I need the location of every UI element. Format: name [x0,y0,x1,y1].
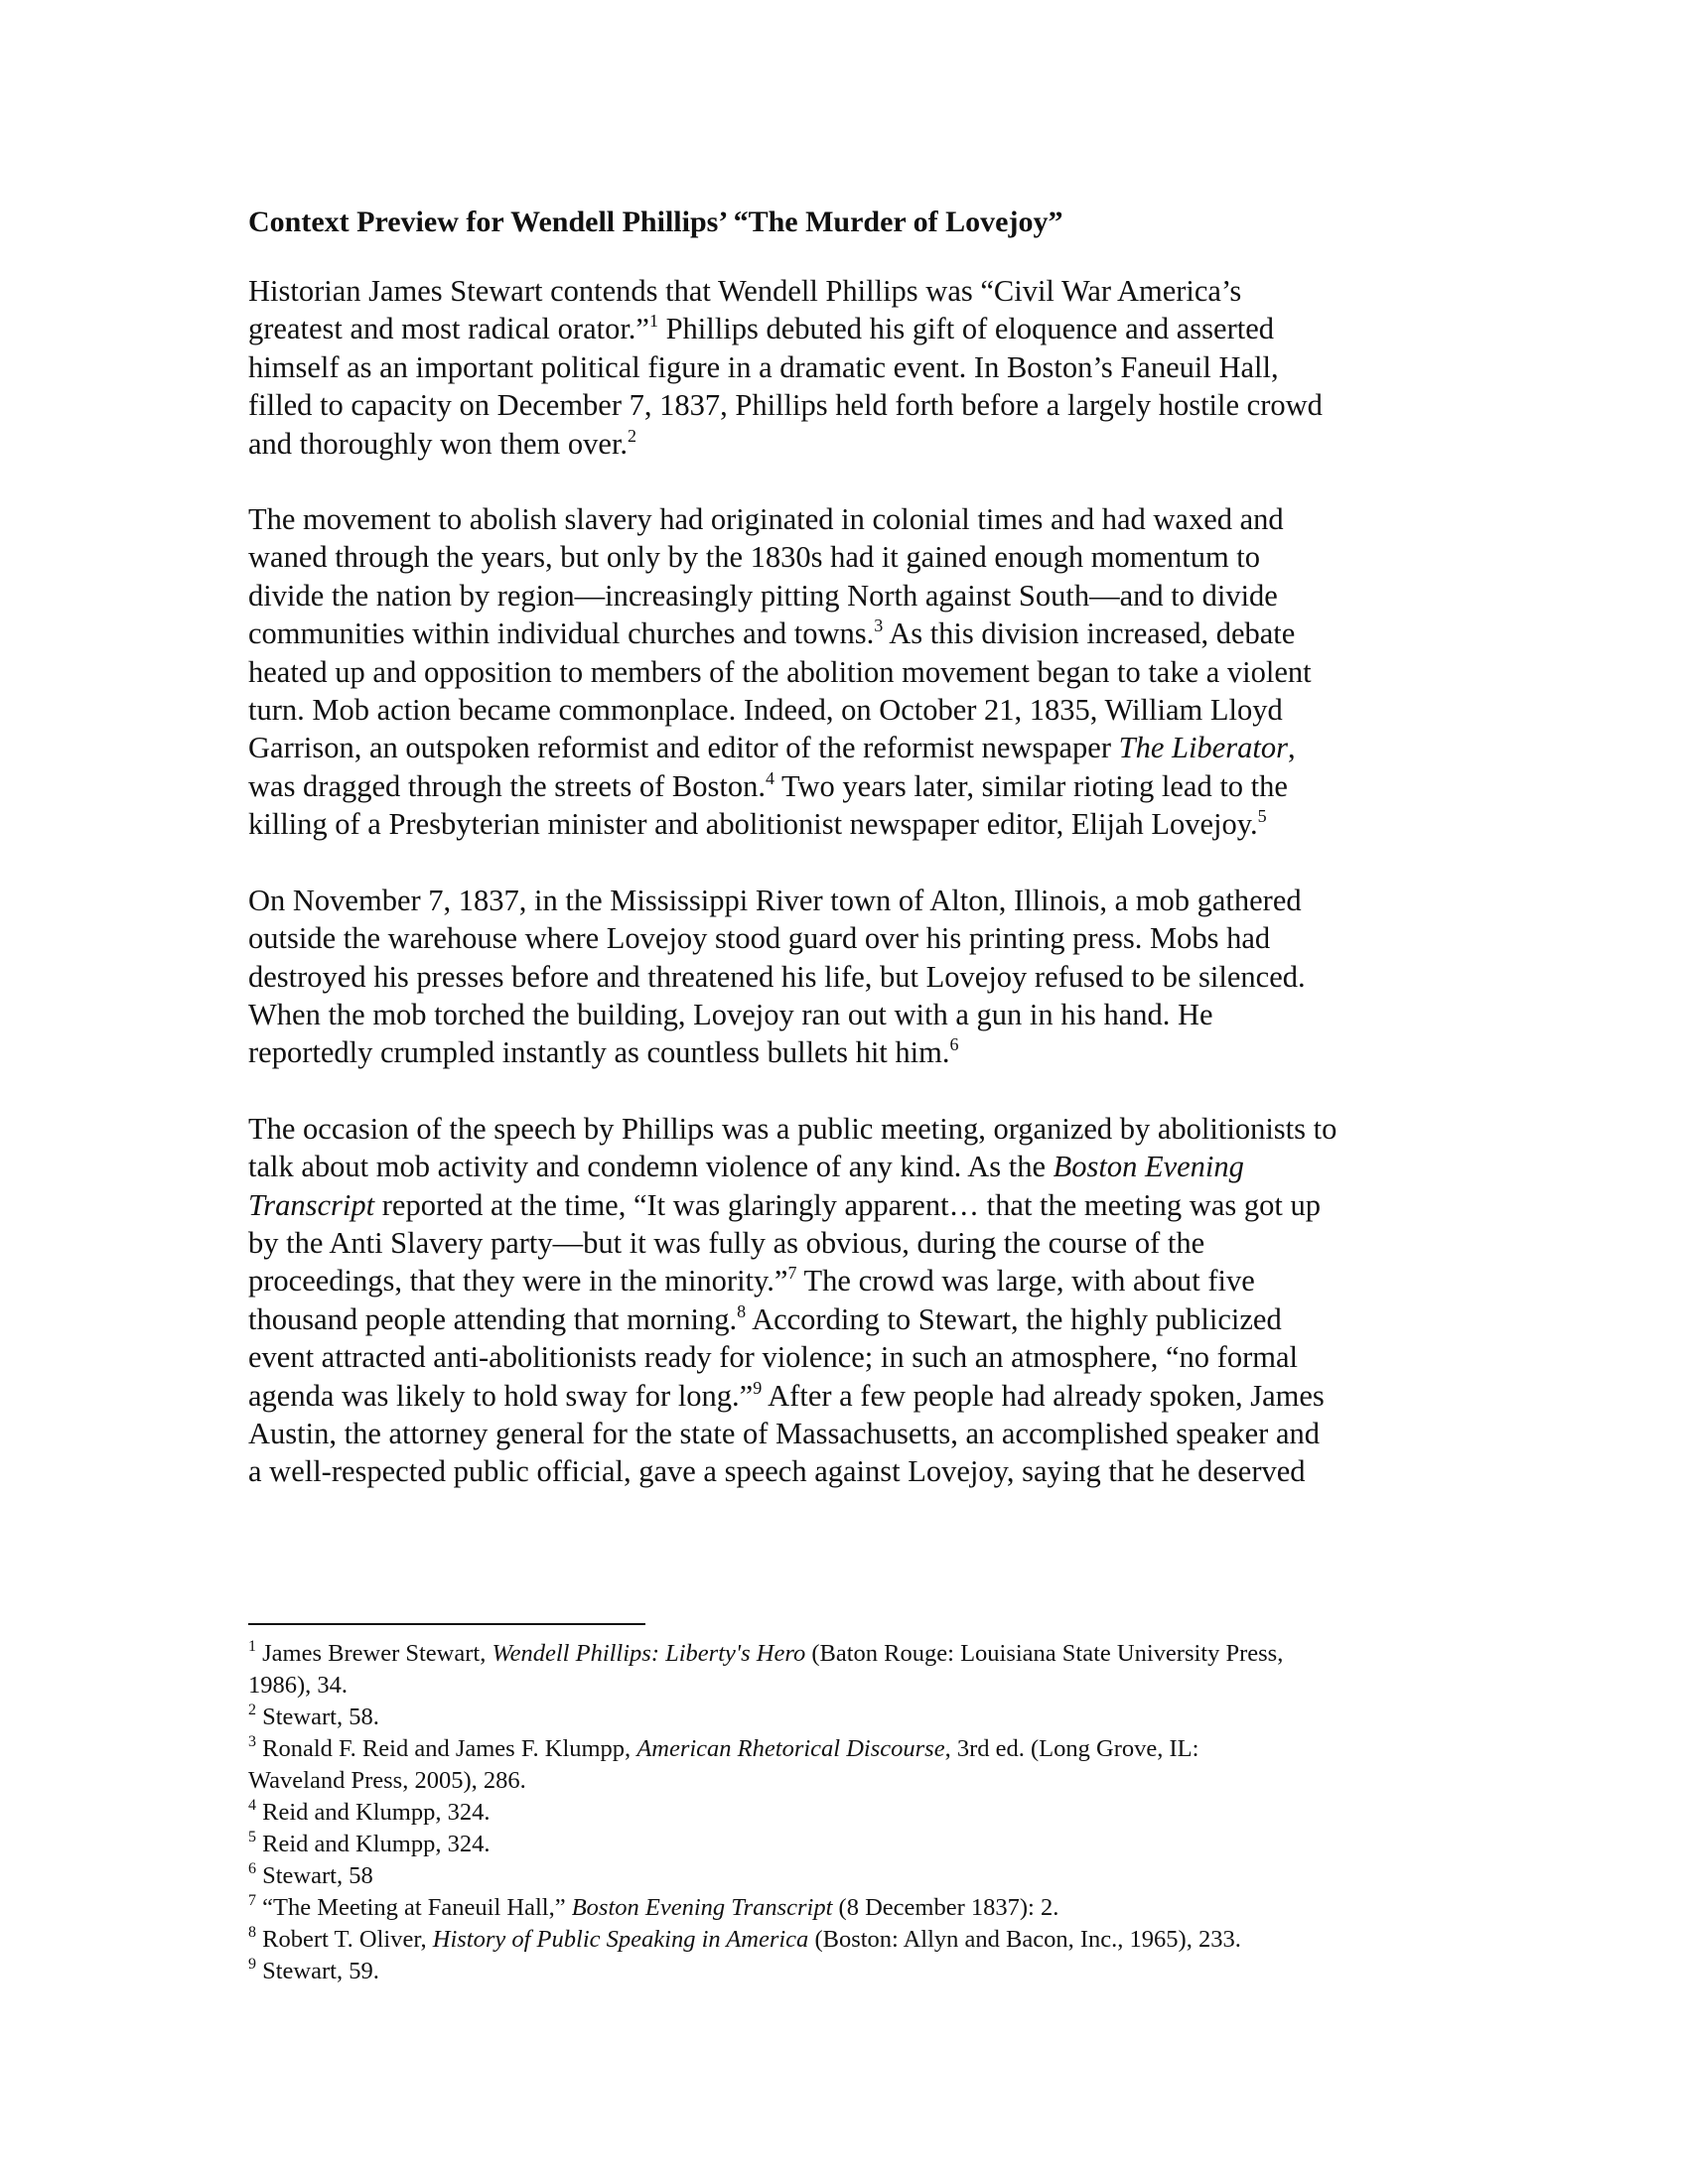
text-run: Robert T. Oliver, [256,1926,433,1953]
text-line [248,958,1450,996]
text-line [248,805,1450,843]
footnote-line [248,1638,1450,1670]
text-run: waned through the years, but only by the 1830s had it gained enough momentum to [248,540,1261,575]
text-line [248,348,1450,386]
text-run: turn. Mob action became commonplace. Indeed, on October 21, 1835, William Lloyd [248,693,1283,728]
footnote-reference: 7 [787,1263,797,1284]
text-line [248,1110,1450,1148]
text-run: The movement to abolish slavery had originated in colonial times and had waxed and [248,502,1284,537]
text-line [248,386,1450,424]
text-run: Waveland Press, 2005), 286. [248,1767,526,1794]
text-run: On November 7, 1837, in the Mississippi River town of Alton, Illinois, a mob gathered [248,883,1302,917]
text-run: himself as an important political figure in a dramatic event. In Boston’s Faneuil Hall, [248,349,1279,384]
footnote-reference: 3 [874,615,884,636]
footnote-line [248,1733,1450,1765]
text-run: When the mob torched the building, Lovejoy ran out with a gun in his hand. He [248,997,1213,1031]
footnote-line [248,1924,1450,1956]
footnote-line [248,1892,1450,1924]
text-line [248,425,1450,463]
italic-text: Boston Evening [1053,1150,1244,1184]
text-run: Stewart, 58 [256,1862,373,1889]
italic-text: History of Public Speaking in America [432,1926,809,1953]
footnote-line [248,1670,1450,1702]
text-line [248,1262,1450,1299]
text-run: proceedings, that they were in the minority.” [248,1264,788,1298]
text-run: thousand people attending that morning. [248,1301,738,1336]
text-run: filled to capacity on December 7, 1837, Phillips held forth before a largely hostile crowd [248,388,1323,423]
text-run: divide the nation by region—increasingly pitting North against South—and to divide [248,578,1278,613]
text-line [248,882,1450,919]
text-run: (8 December 1837): 2. [832,1894,1059,1921]
text-line [248,577,1450,614]
text-run: Stewart, 59. [256,1958,379,1984]
text-run: The crowd was large, with about five [796,1264,1255,1298]
footnote-line [248,1829,1450,1860]
text-run: Reid and Klumpp, 324. [256,1799,491,1826]
footnote-reference: 2 [628,425,637,446]
footnote-reference: 2 [248,1702,256,1718]
text-run: Historian James Stewart contends that Wendell Phillips was “Civil War America’s [248,274,1242,308]
text-run: communities within individual churches and towns. [248,616,875,651]
paragraph [248,882,1450,1072]
text-run: killing of a Presbyterian minister and abolitionist newspaper editor, Elijah Lovejoy. [248,807,1258,842]
footnote-line [248,1797,1450,1829]
footnote-line [248,1860,1450,1892]
text-run: talk about mob activity and condemn violence of any kind. As the [248,1150,1054,1184]
text-run: , [1287,731,1296,765]
footnote-reference: 8 [248,1924,256,1941]
italic-text: American Rhetorical Discourse [636,1735,945,1762]
text-line [248,1415,1450,1452]
text-line [248,1186,1450,1224]
footnote-reference: 9 [753,1377,763,1398]
text-run: was dragged through the streets of Boston. [248,768,766,803]
text-run: The occasion of the speech by Phillips was a public meeting, organized by abolitionists to [248,1111,1337,1146]
text-run: destroyed his presses before and threatened his life, but Lovejoy refused to be silenced. [248,959,1306,994]
text-run: According to Stewart, the highly publicized [746,1301,1282,1336]
footnotes [248,1638,1450,1987]
text-run: 1986), 34. [248,1672,349,1699]
text-run: Ronald F. Reid and James F. Klumpp, [256,1735,637,1762]
footnote-reference: 1 [248,1638,256,1655]
italic-text: Boston Evening Transcript [571,1894,833,1921]
footnote-reference: 4 [248,1797,256,1814]
text-run: As this division increased, debate [883,616,1296,651]
paragraph [248,1110,1450,1491]
page-title: Context Preview for Wendell Phillips’ “The Murder of Lovejoy” [248,205,1063,238]
text-line [248,1224,1450,1262]
paragraph [248,500,1450,844]
text-run: by the Anti Slavery party—but it was fully as obvious, during the course of the [248,1225,1205,1260]
text-line [248,614,1450,652]
text-run: reported at the time, “It was glaringly apparent… that the meeting was got up [374,1187,1321,1222]
footnote-reference: 6 [248,1860,256,1877]
text-run: (Baton Rouge: Louisiana State University Press, [805,1640,1284,1667]
paragraph [248,272,1450,463]
text-line [248,1033,1450,1071]
text-run: heated up and opposition to members of the abolition movement began to take a violent [248,654,1312,689]
footnote-reference: 5 [1257,806,1267,827]
text-run: Garrison, an outspoken reformist and editor of the reformist newspaper [248,731,1119,765]
text-line [248,500,1450,538]
italic-text: The Liberator [1118,731,1288,765]
text-run: outside the warehouse where Lovejoy stood guard over his printing press. Mobs had [248,921,1271,956]
text-run: and thoroughly won them over. [248,426,629,461]
footnote-reference: 5 [248,1829,256,1845]
text-line [248,1300,1450,1338]
text-line [248,1148,1450,1185]
italic-text: Wendell Phillips: Liberty's Hero [492,1640,806,1667]
text-line [248,1452,1450,1490]
footnote-reference: 8 [737,1300,747,1321]
text-run: Austin, the attorney general for the state of Massachusetts, an accomplished speaker and [248,1416,1320,1450]
text-line [248,767,1450,805]
footnote-reference: 1 [648,311,658,332]
footnote-reference: 9 [248,1956,256,1973]
text-line [248,653,1450,691]
text-run: Phillips debuted his gift of eloquence and asserted [657,312,1274,346]
text-run: “The Meeting at Faneuil Hall,” [256,1894,572,1921]
text-line [248,538,1450,576]
text-run: agenda was likely to hold sway for long.” [248,1378,754,1413]
footnote-reference: 4 [765,767,774,788]
text-run: Reid and Klumpp, 324. [256,1831,491,1857]
text-run: James Brewer Stewart, [256,1640,492,1667]
footnote-reference: 3 [248,1733,256,1750]
footnote-separator [248,1623,645,1625]
text-line [248,310,1450,347]
text-run: greatest and most radical orator.” [248,312,649,346]
text-line [248,919,1450,957]
footnote-line [248,1702,1450,1733]
text-run: After a few people had already spoken, James [762,1378,1325,1413]
document-body [248,204,1450,1529]
footnote-line [248,1765,1450,1797]
text-run: reportedly crumpled instantly as countless bullets hit him. [248,1035,950,1070]
text-line [248,1377,1450,1415]
text-line [248,691,1450,729]
italic-text: Transcript [248,1187,375,1222]
footnote-reference: 6 [949,1034,959,1055]
text-run: a well-respected public official, gave a speech against Lovejoy, saying that he deserved [248,1454,1306,1489]
text-run: Two years later, similar rioting lead to the [774,768,1288,803]
footnote-line [248,1956,1450,1987]
text-line [248,1338,1450,1376]
text-line [248,272,1450,310]
text-run: Stewart, 58. [256,1704,379,1730]
text-run: event attracted anti-abolitionists ready for violence; in such an atmosphere, “no formal [248,1340,1298,1375]
text-line [248,996,1450,1033]
text-run: (Boston: Allyn and Bacon, Inc., 1965), 233. [808,1926,1241,1953]
body-text [248,272,1450,1491]
text-run: , 3rd ed. (Long Grove, IL: [944,1735,1199,1762]
text-line [248,729,1450,766]
footnote-reference: 7 [248,1892,256,1909]
